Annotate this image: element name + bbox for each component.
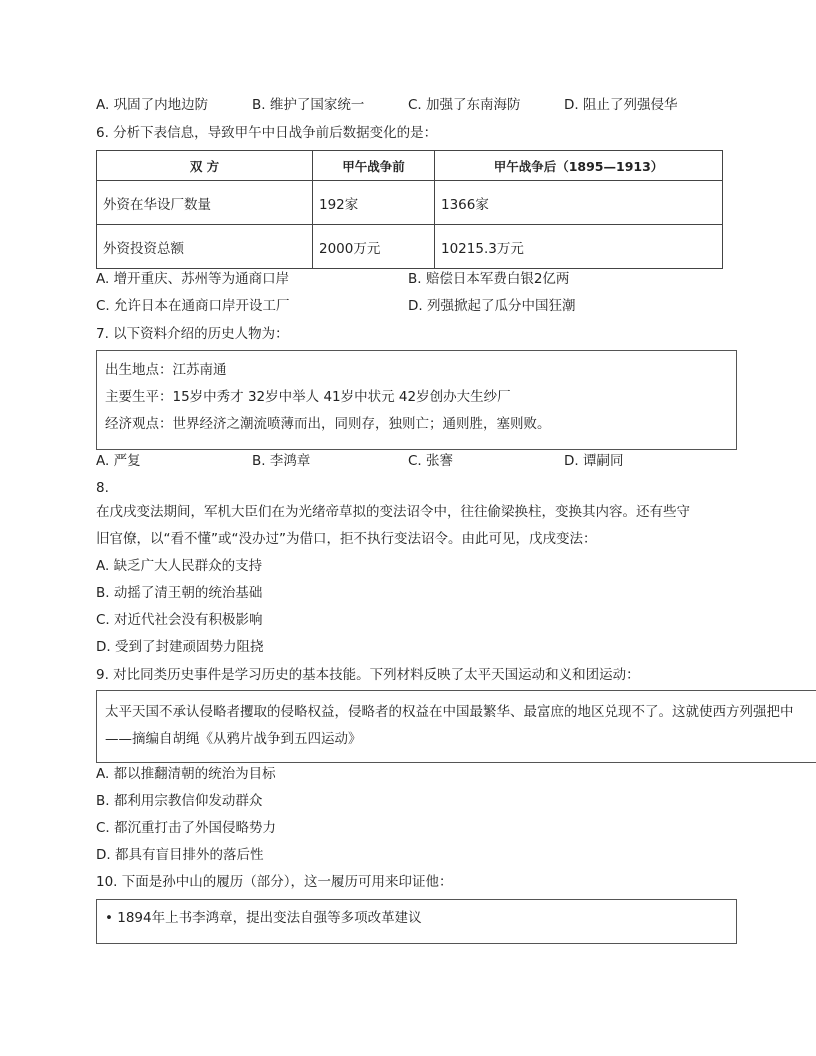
q6-options-row1	[96, 270, 736, 288]
q5-option-d[interactable]: D. 阻止了列强侵华	[564, 97, 678, 113]
q6-header-cell: 双 方	[97, 151, 313, 181]
q6-cell: 1366家	[435, 181, 723, 225]
q6-cell: 外资投资总额	[97, 225, 313, 269]
q7-options	[96, 452, 736, 470]
q9-option-c[interactable]: C. 都沉重打击了外国侵略势力	[96, 820, 277, 836]
q10-stem: 10. 下面是孙中山的履历（部分），这一履历可用来印证他：	[96, 874, 453, 890]
q10-material-box	[96, 899, 737, 944]
q9-option-a[interactable]: A. 都以推翻清朝的统治为目标	[96, 766, 276, 782]
q7-box-line: 经济观点：世界经济之潮流喷薄而出，同则存，独则亡；通则胜，塞则败。	[105, 416, 551, 432]
q9-option-d[interactable]: D. 都具有盲目排外的落后性	[96, 847, 264, 863]
q7-option-d[interactable]: D. 谭嗣同	[564, 453, 624, 469]
q6-options-row2	[96, 297, 736, 315]
q6-table-header-row	[97, 151, 723, 181]
q8-number: 8.	[96, 480, 109, 496]
q6-option-c[interactable]: C. 允许日本在通商口岸开设工厂	[96, 298, 290, 314]
q6-stem: 6. 分析下表信息，导致甲午中日战争前后数据变化的是：	[96, 125, 438, 141]
q8-text-line: 在戊戌变法期间，军机大臣们在为光绪帝草拟的变法诏令中，往往偷梁换柱，变换其内容。还有些守	[96, 504, 690, 520]
table-row	[97, 225, 723, 269]
q5-option-a[interactable]: A. 巩固了内地边防	[96, 97, 209, 113]
q7-box-line: 主要生平：15岁中秀才 32岁中举人 41岁中状元 42岁创办大生纱厂	[105, 389, 511, 405]
q8-text-line: 旧官僚，以“看不懂”或“没办过”为借口，拒不执行变法诏令。由此可见，戊戌变法：	[96, 531, 597, 547]
q9-box-source: ——摘编自胡绳《从鸦片战争到五四运动》	[105, 731, 362, 747]
q5-option-b[interactable]: B. 维护了国家统一	[252, 97, 365, 113]
q9-stem: 9. 对比同类历史事件是学习历史的基本技能。下列材料反映了太平天国运动和义和团运动：	[96, 667, 640, 683]
q6-cell: 外资在华设厂数量	[97, 181, 313, 225]
q6-option-a[interactable]: A. 增开重庆、苏州等为通商口岸	[96, 271, 290, 287]
q6-cell: 2000万元	[313, 225, 435, 269]
q6-option-b[interactable]: B. 赔偿日本军费白银2亿两	[408, 271, 570, 287]
q7-option-a[interactable]: A. 严复	[96, 453, 141, 469]
q8-option-d[interactable]: D. 受到了封建顽固势力阻挠	[96, 639, 264, 655]
q9-option-b[interactable]: B. 都利用宗教信仰发动群众	[96, 793, 263, 809]
q5-option-c[interactable]: C. 加强了东南海防	[408, 97, 521, 113]
q7-stem: 7. 以下资料介绍的历史人物为：	[96, 326, 289, 342]
q6-option-d[interactable]: D. 列强掀起了瓜分中国狂潮	[408, 298, 576, 314]
q5-options	[96, 96, 736, 114]
q8-option-b[interactable]: B. 动摇了清王朝的统治基础	[96, 585, 263, 601]
q6-header-cell: 甲午战争后（1895—1913）	[435, 151, 723, 181]
q8-option-a[interactable]: A. 缺乏广大人民群众的支持	[96, 558, 263, 574]
table-row	[97, 181, 723, 225]
q7-option-c[interactable]: C. 张謇	[408, 453, 454, 469]
q6-table	[96, 150, 723, 269]
q9-material-box	[96, 690, 816, 763]
q7-option-b[interactable]: B. 李鸿章	[252, 453, 311, 469]
q7-box-line: 出生地点：江苏南通	[105, 362, 227, 378]
q7-material-box	[96, 350, 737, 450]
q9-box-line: 太平天国不承认侵略者攫取的侵略权益，侵略者的权益在中国最繁华、最富庶的地区兑现不了。这就使西方列强把中	[105, 704, 794, 720]
q6-cell: 10215.3万元	[435, 225, 723, 269]
q6-cell: 192家	[313, 181, 435, 225]
q8-option-c[interactable]: C. 对近代社会没有积极影响	[96, 612, 263, 628]
q10-box-line: • 1894年上书李鸿章，提出变法自强等多项改革建议	[105, 910, 422, 926]
q6-header-cell: 甲午战争前	[313, 151, 435, 181]
